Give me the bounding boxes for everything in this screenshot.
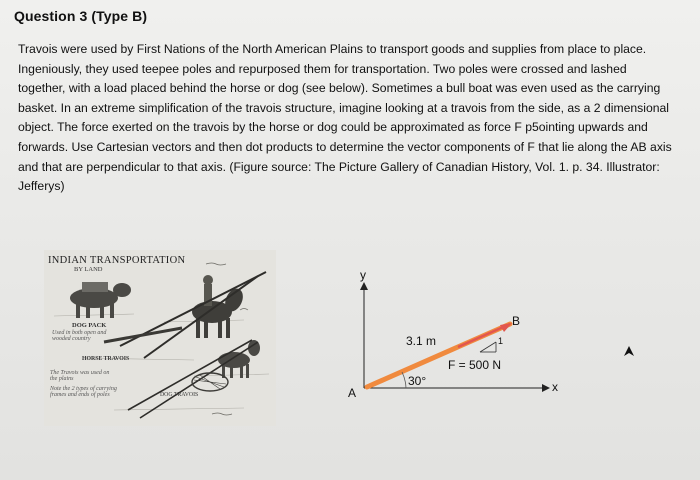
point-b-label: B [512, 314, 521, 328]
x-axis-label: x [552, 380, 558, 394]
travois-note: The Travois was used on the plains [50, 370, 110, 382]
y-axis-label: y [360, 268, 366, 282]
travois-illustration [44, 250, 276, 426]
slope-triangle [480, 342, 496, 352]
angle-label: 30° [408, 374, 427, 388]
mouse-cursor-icon [624, 346, 634, 358]
question-title: Question 3 (Type B) [14, 8, 148, 24]
question-body: Travois were used by First Nations of the North American Plains to transport goods and supplies from place to place. Ingeniously, they used teepee poles and repurposed them for transportation. Two poles were crossed and lashed together, with a load placed behind the horse or dog (see below). Sometimes a bull boat was even used as the carrying basket. In an extreme simplification of the travois structure, imagine looking at a travois from the side, as a 2 dimensional object. The force exerted on the travois by the horse or dog could be approximated as force F p5ointing upwards and forwards. Use Cartesian vectors and then dot products to determine the vector components of F that lie along the AB axis and that are perpendicular to that axis. (Figure source: The Picture Gallery of Canadian History, Vol. 1. p. 34. Illustrator: Jefferys) [18, 42, 672, 194]
force-arrowhead [500, 323, 512, 332]
slope-rise-label: 1 [498, 336, 504, 346]
dog-pack-note: Used in both open and wooded country [52, 330, 107, 342]
force-diagram [340, 262, 590, 412]
illustration-title: INDIAN TRANSPORTATION [48, 255, 186, 266]
force-label: F = 500 N [448, 358, 502, 372]
types-note: Note the 2 types of carrying frames and ends of poles [50, 386, 117, 398]
dog-pack-label: DOG PACK [72, 322, 107, 329]
angle-arc [402, 372, 406, 388]
point-a-label: A [348, 386, 357, 400]
illustration-subtitle: BY LAND [74, 266, 103, 273]
horse-travois-label: HORSE TRAVOIS [82, 356, 130, 362]
length-label: 3.1 m [406, 334, 437, 348]
dog-travois-label: DOG TRAVOIS [160, 392, 199, 398]
